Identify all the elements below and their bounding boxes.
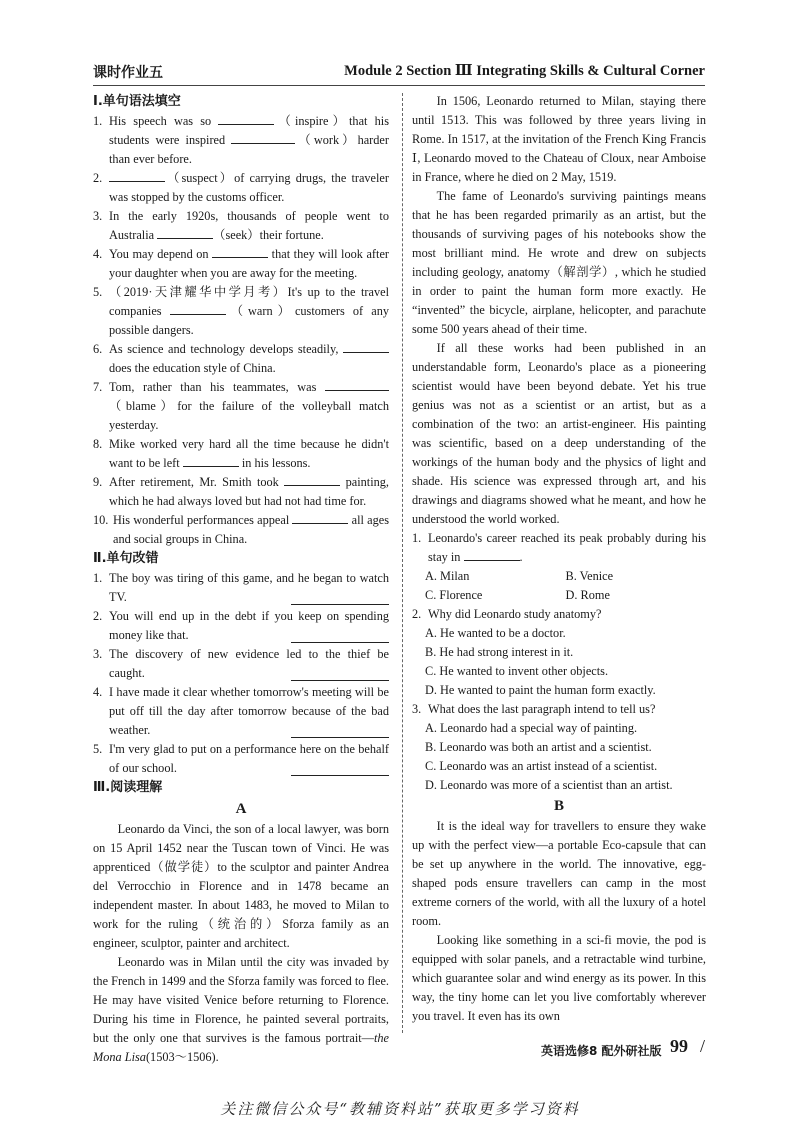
error-item: 3. The discovery of new evidence led to the thief be caught. [93, 647, 389, 680]
option[interactable]: C. He wanted to invent other objects. [425, 664, 609, 678]
answer-blank[interactable] [170, 302, 226, 315]
option[interactable]: C. Leonardo was an artist instead of a scientist. [425, 759, 658, 773]
passage-paragraph: Leonardo da Vinci, the son of a local lawyer, was born on 15 April 1452 near the Tuscan town of Vinci. He was apprenticed（做学徒）to the sculptor and painter Andrea del Verrocchio in Florence and in 1478 became an independent master. In about 1483, he moved to Milan to work for the ruling（统治的）Sforza family as an engineer, sculptor, painter and architect. [93, 822, 389, 950]
correction-line[interactable] [291, 628, 389, 643]
page-header [93, 62, 705, 82]
correction-line[interactable] [291, 761, 389, 776]
answer-blank[interactable] [292, 511, 348, 524]
section1-title: Ⅰ.单句语法填空 [93, 94, 181, 109]
answer-blank[interactable] [218, 112, 274, 125]
answer-blank[interactable] [231, 131, 295, 144]
module-title: Module 2 Section Ⅲ Integrating Skills & Cultural Corner [344, 63, 705, 79]
answer-blank[interactable] [325, 378, 389, 391]
option[interactable]: A. He wanted to be a doctor. [425, 626, 566, 640]
page-slash: / [700, 1036, 706, 1056]
error-item: 2. You will end up in the debt if you keep on spending money like that. [93, 609, 389, 642]
left-column [93, 92, 389, 1067]
error-item: 4. I have made it clear whether tomorrow's meeting will be put off till the day after tomorrow because of the bad weather. [93, 685, 389, 737]
question-stem: 2. Why did Leonardo study anatomy? [412, 607, 602, 621]
error-item: 1. The boy was tiring of this game, and he began to watch TV. [93, 571, 389, 604]
bottom-watermark-note: 关注微信公众号“教辅资料站”获取更多学习资料 [220, 1100, 580, 1118]
error-item: 5. I'm very glad to put on a performance here on the behalf of our school. [93, 742, 389, 775]
correction-line[interactable] [291, 723, 389, 738]
question-options [412, 567, 706, 605]
page-number: 99 [670, 1036, 688, 1056]
section3-title: Ⅲ.阅读理解 [93, 780, 163, 795]
grammar-item: 8. Mike worked very hard all the time because he didn't want to be left in his lessons. [93, 437, 389, 470]
answer-blank[interactable] [464, 548, 520, 561]
answer-blank[interactable] [157, 226, 213, 239]
answer-blank[interactable] [212, 245, 268, 258]
option[interactable]: B. Leonardo was both an artist and a scientist. [425, 740, 652, 754]
correction-line[interactable] [291, 666, 389, 681]
answer-blank[interactable] [284, 473, 340, 486]
right-column [412, 92, 706, 1026]
grammar-item: 5. （2019·天津耀华中学月考）It's up to the travel companies （warn）customers of any possible dangers. [93, 285, 389, 337]
passage-paragraph: It is the ideal way for travellers to ensure they wake up with the perfect view—a portable Eco-capsule that can be set up anywhere in the world. The innovative, egg-shaped pods ensure travellers can camp in the most extreme corners of the world, with all the luxury of a hotel room. [412, 819, 706, 928]
grammar-item: 2. （suspect）of carrying drugs, the traveler was stopped by the customs officer. [93, 171, 389, 204]
column-divider [402, 93, 403, 1033]
passage-a-label: A [235, 801, 247, 817]
passage-paragraph: Looking like something in a sci-fi movie, the pod is equipped with solar panels, and a retractable wind turbine, which guarantee solar and wind energy as its power. In this way, the tiny home can let you live comfortably wherever you travel. It even has its own [412, 933, 706, 1023]
book-edition-label: 英语选修8 配外研社版 [541, 1044, 662, 1058]
option[interactable]: C. Florence [425, 588, 483, 602]
section2-title: Ⅱ.单句改错 [93, 551, 159, 566]
option[interactable]: D. Rome [565, 588, 610, 602]
option[interactable]: A. Milan [425, 569, 470, 583]
answer-blank[interactable] [183, 454, 239, 467]
option[interactable]: B. Venice [565, 569, 614, 583]
grammar-item: 9. After retirement, Mr. Smith took painting, which he had always loved but had not had time for. [93, 475, 389, 508]
correction-line[interactable] [291, 590, 389, 605]
grammar-item: 10. His wonderful performances appeal all ages and social groups in China. [93, 513, 390, 546]
grammar-item: 7. Tom, rather than his teammates, was （blame）for the failure of the volleyball match yesterday. [93, 380, 389, 432]
option[interactable]: A. Leonardo had a special way of painting. [425, 721, 638, 735]
grammar-item: 1. His speech was so （inspire）that his students were inspired （work）harder than ever before. [93, 114, 389, 166]
question-stem: 1. Leonardo's career reached its peak probably during his stay in . [412, 531, 706, 564]
option[interactable]: D. Leonardo was more of a scientist than an artist. [425, 778, 673, 792]
passage-paragraph: If all these works had been published in an understandable form, Leonardo's place as a pioneering scientist would have been beyond debate. Yet his true genius was not as a scientist or an artist, but as a combination of the two: an artist-engineer. His painting was scientific, based on a deep understanding of the workings of the human body and the physics of light and shade. His science was expressed through art, and his drawings and diagrams showed what he meant, and how he understood the world worked. [412, 341, 706, 526]
question-stem: 3. What does the last paragraph intend to tell us? [412, 702, 656, 716]
passage-b-label: B [553, 798, 564, 814]
answer-blank[interactable] [109, 169, 165, 182]
header-rule [93, 85, 705, 86]
lesson-title: 课时作业五 [93, 65, 163, 81]
passage-paragraph: Leonardo was in Milan until the city was invaded by the French in 1499 and the Sforza family was forced to flee. He may have visited Venice before returning to Florence. During his time in Florence, he painted several portraits, but the only one that survives is the famous portrait—the Mona Lisa(1503～1506). [93, 955, 389, 1064]
option[interactable]: D. He wanted to paint the human form exactly. [425, 683, 656, 697]
answer-blank[interactable] [343, 340, 389, 353]
passage-paragraph: In 1506, Leonardo returned to Milan, staying there until 1513. This was followed by three years living in Rome. In 1517, at the invitation of the French King Francis Ⅰ, Leonardo moved to the Chateau of Cloux, near Amboise in France, where he died on 2 May, 1519. [412, 94, 706, 184]
grammar-item: 4. You may depend on that they will look after your daughter when you are away for the meeting. [93, 247, 389, 280]
passage-paragraph: The fame of Leonardo's surviving paintings means that he has been regarded primarily as an artist, but the thousands of surviving pages of his notebooks show the most brilliant mind. He wrote and drew on subjects including geology, anatomy（解剖学）, which he studied in order to paint the human form more exactly. He “invented” the bicycle, airplane, helicopter, and parachute some 500 years ahead of their time. [412, 189, 706, 336]
grammar-item: 3. In the early 1920s, thousands of people went to Australia （seek）their fortune. [93, 209, 389, 242]
option[interactable]: B. He had strong interest in it. [425, 645, 574, 659]
grammar-item: 6. As science and technology develops steadily, does the education style of China. [93, 340, 389, 378]
